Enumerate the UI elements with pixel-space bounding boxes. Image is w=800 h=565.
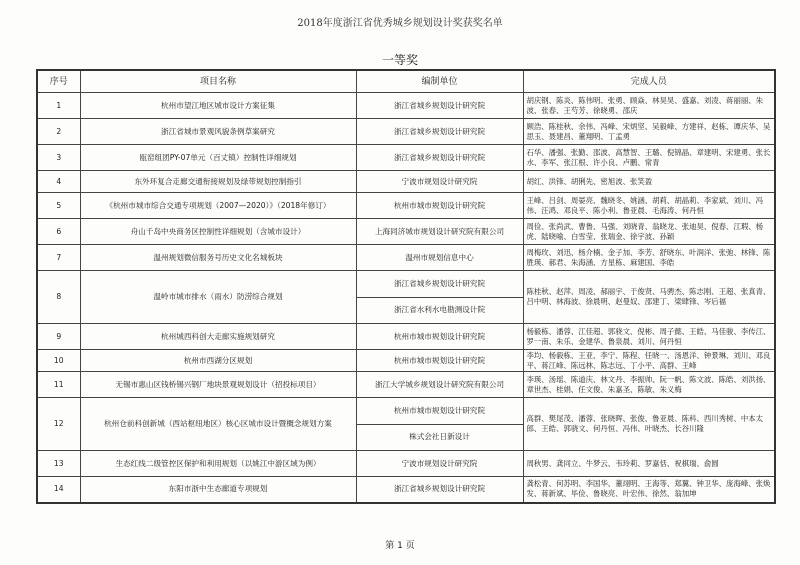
compiling-unit: 浙江省城乡规划设计研究院 [356,477,523,503]
project-name: 杭州市望江地区城市设计方案征集 [80,93,356,119]
project-name: 杭州仓前科创新城（西站枢纽地区）核心区城市设计暨概念规划方案 [80,398,356,451]
header-no: 序号 [37,70,80,93]
team-members: 杨毅栋、潘蓉、江佳超、郭骁文、倪彬、周子懿、王皓、马佳骏、李传江、罗一南、朱乐、金建华、鲁泉晨、刘川、何丹恒 [523,324,775,350]
project-name: 瓯窑组团PY-07单元（百丈镇）控制性详细规划 [80,145,356,171]
compiling-unit: 浙江省水利水电勘测设计院 [356,297,523,324]
team-members: 周秋男、龚同立、牛梦云、韦玲莉、罗嘉恬、祝棋瑞、俞圆 [523,451,775,477]
compiling-unit: 宁波市规划设计研究院 [356,451,523,477]
project-name: 温岭市城市排水（雨水）防涝综合规划 [80,271,356,324]
table-row [37,119,775,145]
table-row [37,324,775,350]
team-members: 胡庆钢、陈炎、陈伟明、张勇、顾焱、林昊昊、盛嘉、刘凌、蒋丽丽、朱波、张春、王芍芳、徐晓勇、邵庆 [523,93,775,119]
row-number: 5 [37,193,80,219]
compiling-unit: 浙江省城乡规划设计研究院 [356,145,523,171]
project-name: 生态红线二级管控区保护和利用规划（以姚江中游区域为例） [80,451,356,477]
team-members: 周俭、张尚武、曹鲁、马强、刘晓青、翁晓龙、张迪昊、倪春、江瑕、杨虎、陆晓喻、白雪莹、张瑞金、徐宇波、孙颖 [523,219,775,245]
table-header-row [37,70,775,93]
table-row [37,245,775,271]
compiling-unit: 浙江省城乡规划设计研究院 [356,119,523,145]
row-number: 8 [37,271,80,324]
table-row [37,219,775,245]
team-members: 龚松青、何苏明、李国华、董翊明、王海等、郑翼、钟卫华、庞海峰、张焕发、蒋新斌、毕俭、鲁晓亮、叶宏伟、徐然、翁加坤 [523,477,775,503]
table-row [37,350,775,372]
compiling-unit: 宁波市规划设计研究院 [356,171,523,193]
row-number: 2 [37,119,80,145]
row-number: 7 [37,245,80,271]
project-name: 舟山千岛中央商务区控制性详细规划（含城市设计） [80,219,356,245]
row-number: 13 [37,451,80,477]
project-name: 《杭州市城市综合交通专项规划（2007—2020）》（2018年修订） [80,193,356,219]
compiling-unit: 温州市规划信息中心 [356,245,523,271]
compiling-unit: 浙江大学城乡规划设计研究院有限公司 [356,372,523,398]
team-members: 李瑛、汤瑶、陈道庆、林文丹、李振帅、阮一帆、陈文波、陈皓、刘洪扬、章世杰、桂娟、任文俊、朱嘉圣、陈敏、朱义梅 [523,372,775,398]
table-row [37,477,775,503]
table-row [37,271,775,298]
compiling-unit: 浙江省城乡规划设计研究院 [356,271,523,298]
team-members: 陈桂秋、赵萍、周凌、郝丽宇、于俊贤、马骋杰、陈志刚、王超、张真青、吕中明、林海波、徐晨明、赵曼奴、邵建丁、梁肆锋、岑后福 [523,271,775,324]
compiling-unit: 杭州市城市规划设计研究院 [356,350,523,372]
compiling-unit: 杭州市城市规划设计研究院 [356,398,523,425]
header-project-name: 项目名称 [80,70,356,93]
table-row [37,93,775,119]
table-row [37,171,775,193]
project-name: 东阳市浙中生态廊道专项规划 [80,477,356,503]
compiling-unit: 株式会社日新设计 [356,424,523,451]
row-number: 12 [37,398,80,451]
row-number: 14 [37,477,80,503]
project-name: 东外环复合走廊交通衔接规划及绿带规划控制指引 [80,171,356,193]
row-number: 4 [37,171,80,193]
project-name: 无锡市惠山区钱桥锡兴钢厂地块景观规划设计（招投标项目） [80,372,356,398]
section-title: 一等奖 [381,53,418,67]
table-row [37,193,775,219]
project-name: 温州规划微信服务号历史文化名城板块 [80,245,356,271]
row-number: 1 [37,93,80,119]
team-members: 胡红、洪锋、胡俐先、密旭波、张笑盈 [523,171,775,193]
project-name: 杭州市西湖分区规划 [80,350,356,372]
row-number: 11 [37,372,80,398]
compiling-unit: 上海同济城市规划设计研究院有限公司 [356,219,523,245]
team-members: 石华、潘强、张勤、邵波、高慧智、王璐、倪锦晶、章建明、宋建勇、张长水、李军、张江根、许小良、卢鹏、常青 [523,145,775,171]
compiling-unit: 浙江省城乡规划设计研究院 [356,93,523,119]
team-members: 高群、樊尾茂、潘蓉、张晓晖、张俊、鲁亚晨、陈科、西川秀树、中本太郎、王皓、郭骁文、何丹恒、冯伟、叶晓杰、长谷川隆 [523,398,775,451]
compiling-unit: 杭州市城市规划设计研究院 [356,193,523,219]
row-number: 10 [37,350,80,372]
table-row [37,145,775,171]
page-number: 第 1 页 [385,541,415,551]
table-row [37,398,775,425]
compiling-unit: 杭州市城市规划设计研究院 [356,324,523,350]
team-members: 王峰、吕剑、周晏亮、魏晓冬、姚涵、胡莉、胡晶莉、李家斌、刘川、冯伟、汪鸿、邓良平、陈小利、鲁亚晨、毛海涛、何丹恒 [523,193,775,219]
table-row [37,451,775,477]
team-members: 周梅玫、刘迅、杨介楠、金子加、李芳、舒晓东、叶润洋、张弛、林锋、陈胜瑛、郝君、朱海涵、方星栋、麻建国、李皓 [523,245,775,271]
project-name: 浙江省城市景观风貌条例草案研究 [80,119,356,145]
team-members: 李均、杨毅栋、王亚、李宁、陈程、任晓一、汤恩洋、钟景琳、刘川、邓良平、蒋江峰、陈远林、陈志远、丁小平、高群、王峰 [523,350,775,372]
row-number: 9 [37,324,80,350]
team-members: 顾浩、陈桂秋、余伟、冯峰、宋炳坚、吴毅峰、方建祥、赵栋、谭庆华、吴思玉、聂建昌、董翔明、丁孟勇 [523,119,775,145]
project-name: 杭州城西科创大走廊实施规划研究 [80,324,356,350]
document-title: 2018年度浙江省优秀城乡规划设计奖获奖名单 [297,18,503,29]
row-number: 6 [37,219,80,245]
table-body [37,93,775,503]
header-members: 完成人员 [523,70,775,93]
row-number: 3 [37,145,80,171]
awards-table [36,69,776,504]
header-unit: 编制单位 [356,70,523,93]
table-row [37,372,775,398]
